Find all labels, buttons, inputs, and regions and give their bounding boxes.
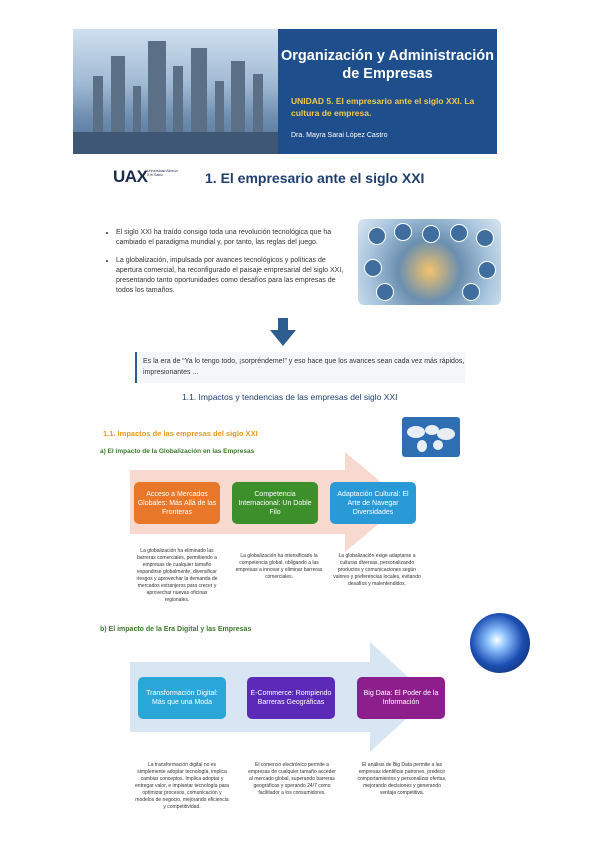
digital-hand-image xyxy=(470,613,530,673)
ecommerce-box: E-Commerce: Rompiendo Barreras Geográficas xyxy=(247,677,335,719)
world-map-image xyxy=(402,417,460,457)
technology-network-image xyxy=(358,219,501,305)
section-title: 1. El empresario ante el siglo XXI xyxy=(205,170,425,186)
international-competition-description: La globalización ha intensificado la competencia global, obligando a las empresas a innovar y eliminar barreras comerciales. xyxy=(235,553,323,580)
digital-transformation-description: La transformación digital no es simplemente adoptar tecnología, implica cambiar conceptos. Implica adoptar y entregar valor, e implantar tecnología para optimizar procesos, comunicación y modelos de negocio, mejorando eficiencia y competitividad. xyxy=(135,762,229,810)
intro-bullet: • El siglo XXI ha traído consigo toda una revolución tecnológica que ha cambiado el paradigma mundial y, por tanto, las reglas del juego. xyxy=(116,228,344,248)
quote-box: Es la era de “Ya lo tengo todo, ¡sorpréndeme!” y eso hace que los avances sean cada vez más rápidos, impresionantes ... xyxy=(135,352,465,383)
intro-text xyxy=(104,228,344,304)
intro-bullet: • La globalización, impulsada por avances tecnológicos y políticas de apertura comercial, ha reconfigurado el paisaje empresarial del siglo XXI, presentando tanto oportunidades como desafíos para las empresas de todos los tamaños. xyxy=(116,256,344,296)
big-data-box: Big Data: El Poder de la Información xyxy=(357,677,445,719)
international-competition-box: Competencia Internacional: Un Doble Filo xyxy=(232,482,318,524)
global-markets-description: La globalización ha eliminado las barreras comerciales, permitiendo a empresas de cualquier tamaño expandirse globalmente, diversificar riesgos y aprovechar la demanda de mercados extranjeros para crecer y aprovechar nuevas oficinas regionales. xyxy=(136,548,218,603)
subsection-title: 1.1. Impactos y tendencias de las empresas del siglo XXI xyxy=(182,392,398,402)
ecommerce-description: El comercio electrónico permite a empresas de cualquier tamaño acceder al mercado global, superando barreras geográficas y operando 24/7 como facilitador a los consumidores. xyxy=(248,762,336,796)
industrial-city-image xyxy=(73,29,278,154)
uax-logo: UAX xyxy=(113,167,148,186)
course-title: Organización y Administración de Empresas xyxy=(281,48,494,82)
arrow-down-icon xyxy=(270,318,296,346)
big-data-description: El análisis de Big Data permite a las empresas identificar patrones, predecir comportamientos y personalizar ofertas, mejorando decisiones y generando ventaja competitiva. xyxy=(357,762,447,796)
global-markets-box: Acceso a Mercados Globales: Más Allá de las Fronteras xyxy=(134,482,220,524)
cultural-adaptation-box: Adaptación Cultural: El Arte de Navegar Diversidades xyxy=(330,482,416,524)
course-banner xyxy=(73,29,497,154)
university-name: Universidad Alfonso X el Sabio xyxy=(147,169,178,177)
digital-era-heading: b) El impacto de la Era Digital y las Empresas xyxy=(100,626,252,633)
unit-title: UNIDAD 5. El empresario ante el siglo XXI. La cultura de empresa. xyxy=(291,96,475,118)
impacts-heading: 1.1. Impactos de las empresas del siglo XXI xyxy=(103,429,258,438)
globalization-heading: a) El impacto de la Globalización en las Empresas xyxy=(100,448,255,455)
cultural-adaptation-description: La globalización exige adaptarse a culturas diversas, personalizando productos y comunicaciones según valores y preferencias locales, evitando desafíos y malentendidos. xyxy=(333,553,421,587)
author-name: Dra. Mayra Sarai López Castro xyxy=(291,132,388,139)
digital-transformation-box: Transformación Digital: Más que una Moda xyxy=(138,677,226,719)
